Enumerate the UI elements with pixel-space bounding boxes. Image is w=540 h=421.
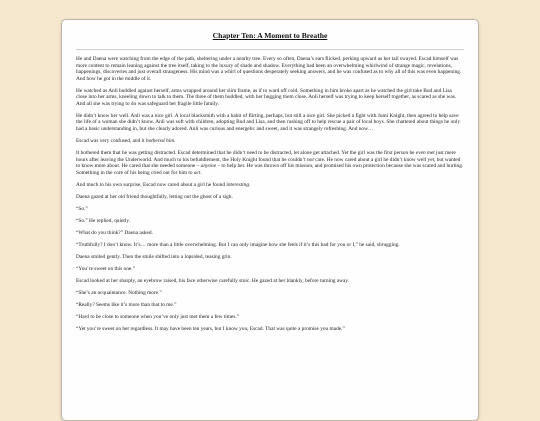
paragraph: He watched as Anli huddled against herself, arms wrapped around her slim frame, as if to ward off cold. Something in him broke apart as he watched the girl take Bud and Lisa close into her arms, kneeling down to talk to them. The three of them huddled, with her hugging them close. Anli herself was trying to keep herself together, as scared as she was. And all she was trying to do was safeguard her fragile little family. <box>76 87 457 107</box>
paragraph: Escad was very confused, and it bothered him. <box>76 137 176 144</box>
paragraph: “She’s an acquaintance. Nothing more.” <box>76 290 162 297</box>
paragraph: “What do you think?” Daena asked. <box>76 229 153 236</box>
paragraph: “Hard to be close to someone when you’ve only just met them a few times.” <box>76 314 240 321</box>
chapter-page <box>61 19 479 421</box>
paragraph: “Yet you’re sweet on her regardless. It may have been ten years, but I know you, Escad. That was quite a promise you made.” <box>76 326 345 333</box>
paragraph: He didn’t know her well. Anli was a nice girl. A local blacksmith with a habit of flirting, perhaps, but still a nice girl. She picked a fight with Jumi Knight, then agreed to help save the life of a woman she didn’t know. Anli was soft with children, adopting Bud and Lisa, and then rushing off to help rescue a pair of local boys. She chattered about things he only had a basic understanding in, but she clearly adored. Anli was curious and energetic and sweet, and it was strangely refreshing. And now… <box>76 112 461 132</box>
chapter-title: Chapter Ten: A Moment to Breathe <box>212 31 328 40</box>
paragraph: And much to his own surprise, Escad now cared about a girl he found interesting. <box>76 181 251 188</box>
paragraph: Daena gazed at her old friend thoughtfully, letting out the ghost of a sigh. <box>76 193 233 200</box>
paragraph: He and Daena were watching from the edge of the path, sheltering under a nearby tree. Every so often, Daena’s ears flicked, perking upward as her tail swayed. Escad himself was more content to remain leaning against the tree itself, taking to the luxury of shade and shadow. Everything had been an overwhelming whirlwind of strange magic, revelations, happenings, discoveries and just overall strangeness. His mind was a whirl of questions desperately seeking answers, and he was confused as to why all of this was even happening. And how he got in the middle of it. <box>76 56 462 82</box>
paragraph: “So.” <box>76 205 88 212</box>
paragraph: “Truthfully? I don’t know. It’s… more than a little overwhelming. But I can only imagine how she feels if it’s this bad for you or I,” he said, shrugging. <box>76 241 400 248</box>
paragraph: Escad looked at her sharply, an eyebrow raised, his face otherwise carefully stoic. He gazed at her blankly, before turning away. <box>76 278 350 285</box>
title-divider <box>76 49 464 50</box>
paragraph: It bothered them that he was getting distracted. Escad determined that he didn’t need to be distracted, let alone get attached. Yet the girl was the first person he even met just mere hours after leaving the Underworld. And much to his befuddlement, the Holy Knight found that he couldn’t not care. He now cared about a girl he didn’t know well yet, but wanted to know more about. He cared that she needed someone – anyone – to help her. He was thrown off his mission, and promised his own protection because she was scared and hurting. Something in the core of his being cried out for him to act. <box>76 150 464 176</box>
paragraph: “You’re sweet on this one.” <box>76 266 135 273</box>
chapter-body <box>62 56 478 333</box>
paragraph: “So.” He replied, quietly. <box>76 217 130 224</box>
paragraph: Daena smiled gently. Then the smile shifted into a lopsided, teasing grin. <box>76 253 232 260</box>
paragraph: “Really? Seems like it’s more than that to me.” <box>76 302 177 309</box>
